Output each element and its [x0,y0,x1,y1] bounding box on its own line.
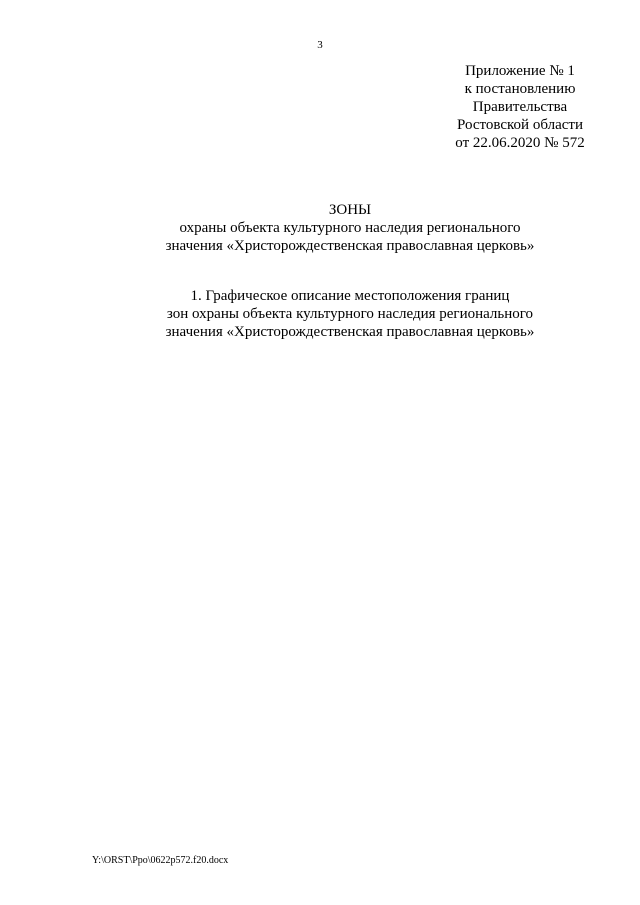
section-heading [0,287,640,341]
section-line: значения «Христорождественская православная церковь» [165,324,535,340]
title-line: значения «Христорождественская православная церковь» [165,238,535,254]
title-heading: ЗОНЫ [328,202,372,218]
appendix-block [430,62,610,152]
title-line: охраны объекта культурного наследия регионального [179,220,521,236]
appendix-line: к постановлению [464,81,576,97]
appendix-line: Приложение № 1 [465,63,575,79]
appendix-line: Правительства [472,99,568,115]
footer-file-path: Y:\ORST\Ppo\0622p572.f20.docx [92,855,229,866]
appendix-line: от 22.06.2020 № 572 [455,135,585,151]
section-line: зон охраны объекта культурного наследия регионального [166,306,534,322]
document-title [0,201,640,255]
section-line: 1. Графическое описание местоположения границ [190,288,510,304]
appendix-line: Ростовской области [457,117,583,133]
page-number: 3 [317,39,323,51]
